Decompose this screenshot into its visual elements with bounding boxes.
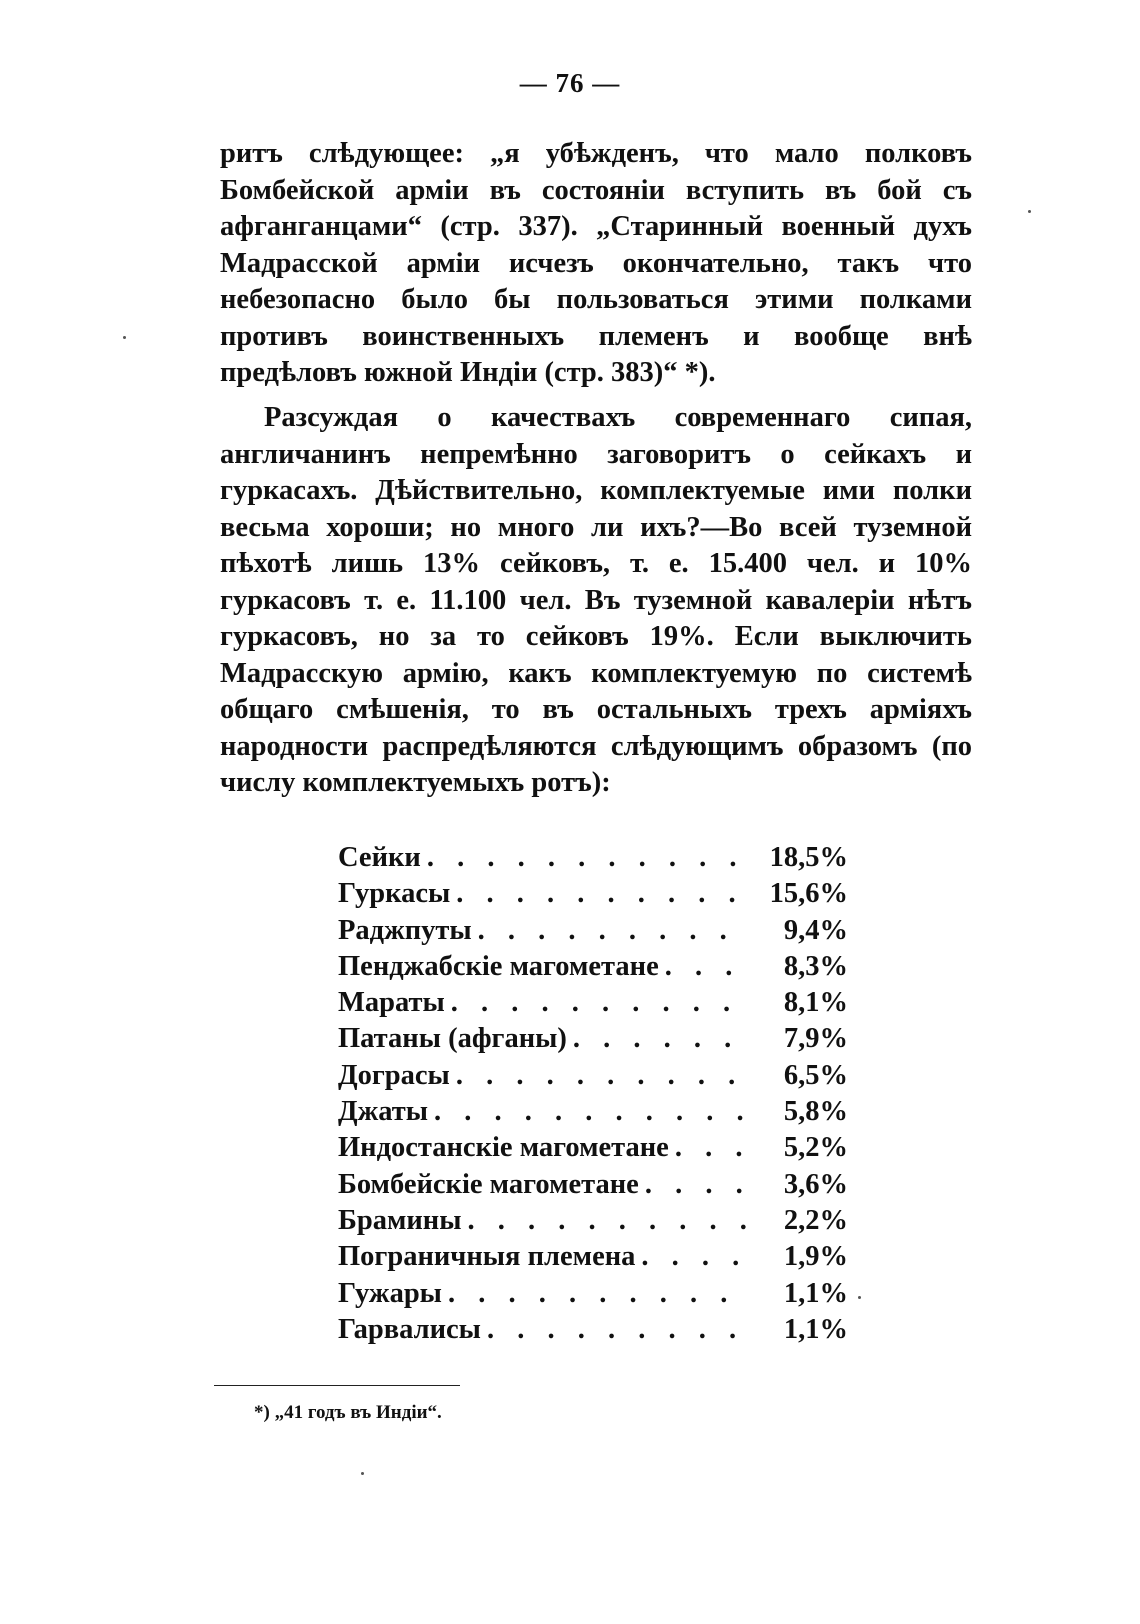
paragraph-1: ритъ слѣдующее: „я убѣжденъ, что мало полковъ Бомбейской арміи въ состояніи вступить въ бой съ афганганцами“ (стр. 337). „Старинный военный духъ Мадрасской арміи исчезъ окончательно, такъ что небезопасно было бы пользоваться этими полками противъ воинственныхъ племенъ и вообще внѣ предѣловъ южной Индіи (стр. 383)“ *). — [220, 138, 972, 388]
scan-speck — [858, 1296, 861, 1299]
row-value: 5,8% — [783, 1096, 848, 1128]
dot-leader — [467, 1203, 746, 1239]
dot-leader — [478, 913, 746, 949]
scan-speck — [1028, 210, 1031, 213]
row-value: 1,1% — [783, 1277, 848, 1309]
row-value: 1,1% — [783, 1313, 848, 1345]
dot-leader — [427, 840, 746, 876]
row-name: Пограничныя племена — [338, 1241, 636, 1273]
dot-leader — [641, 1239, 746, 1275]
table-row — [338, 876, 848, 912]
row-name: Гуркасы — [338, 878, 451, 910]
row-name: Патаны (афганы) — [338, 1023, 567, 1055]
nationality-table — [338, 840, 848, 1348]
row-value: 5,2% — [783, 1132, 848, 1164]
dot-leader — [645, 1167, 746, 1203]
dot-leader — [451, 985, 746, 1021]
table-row — [338, 1130, 848, 1166]
dot-leader — [456, 876, 746, 912]
table-row — [338, 949, 848, 985]
table-row — [338, 1312, 848, 1348]
row-name: Сейки — [338, 842, 421, 873]
table-row — [338, 1058, 848, 1094]
row-value: 6,5% — [783, 1059, 848, 1091]
row-value: 7,9% — [783, 1023, 848, 1055]
table-row — [338, 1276, 848, 1312]
row-name: Пенджабскіе магометане — [338, 950, 659, 982]
row-name: Дограсы — [338, 1059, 450, 1091]
row-value: 1,9% — [783, 1241, 848, 1273]
row-name: Брамины — [338, 1204, 462, 1236]
table-row — [338, 840, 848, 876]
table-row — [338, 1203, 848, 1239]
table-row — [338, 985, 848, 1021]
row-name: Бомбейскіе магометане — [338, 1168, 639, 1200]
table-row — [338, 1167, 848, 1203]
dot-leader — [487, 1312, 746, 1348]
dot-leader — [573, 1021, 746, 1057]
row-name: Мараты — [338, 987, 445, 1019]
footnote-rule — [214, 1385, 460, 1386]
table-row — [338, 1094, 848, 1130]
row-name: Индостанскіе магометане — [338, 1132, 669, 1164]
footnote: *) „41 годъ въ Индіи“. — [254, 1402, 442, 1423]
row-name: Гужары — [338, 1277, 442, 1309]
paragraph-2: Разсуждая о качествахъ современнаго сипая, англичанинъ непремѣнно заговоритъ о сейкахъ и гуркасахъ. Дѣйствительно, комплектуемые ими полки весьма хороши; но много ли ихъ?—Во всей туземной пѣхотѣ лишь 13% сейковъ, т. е. 15.400 чел. и 10% гуркасовъ т. е. 11.100 чел. Въ туземной кавалеріи нѣтъ гуркасовъ, но за то сейковъ 19%. Если выключить Мадрасскую армію, какъ комплектуемую по системѣ общаго смѣшенія, то въ остальныхъ трехъ арміяхъ народности распредѣляются слѣдующимъ образомъ (по числу комплектуемыхъ ротъ): — [220, 402, 972, 798]
page-number: — 76 — — [519, 68, 621, 98]
row-value: 2,2% — [783, 1204, 848, 1236]
dot-leader — [665, 949, 746, 985]
dot-leader — [434, 1094, 746, 1130]
row-name: Гарвалисы — [338, 1313, 481, 1345]
row-value: 18,5% — [769, 842, 848, 873]
table-row — [338, 1021, 848, 1057]
row-name: Джаты — [338, 1096, 429, 1128]
dot-leader — [675, 1130, 746, 1166]
dot-leader — [448, 1276, 746, 1312]
scan-speck — [361, 1472, 364, 1475]
table-row — [338, 913, 848, 949]
dot-leader — [456, 1058, 746, 1094]
row-value: 15,6% — [769, 878, 848, 910]
row-value: 8,1% — [783, 987, 848, 1019]
table-row — [338, 1239, 848, 1275]
row-value: 8,3% — [783, 950, 848, 982]
row-name: Раджпуты — [338, 914, 472, 946]
row-value: 3,6% — [783, 1168, 848, 1200]
scan-speck — [123, 336, 126, 339]
row-value: 9,4% — [783, 914, 848, 946]
